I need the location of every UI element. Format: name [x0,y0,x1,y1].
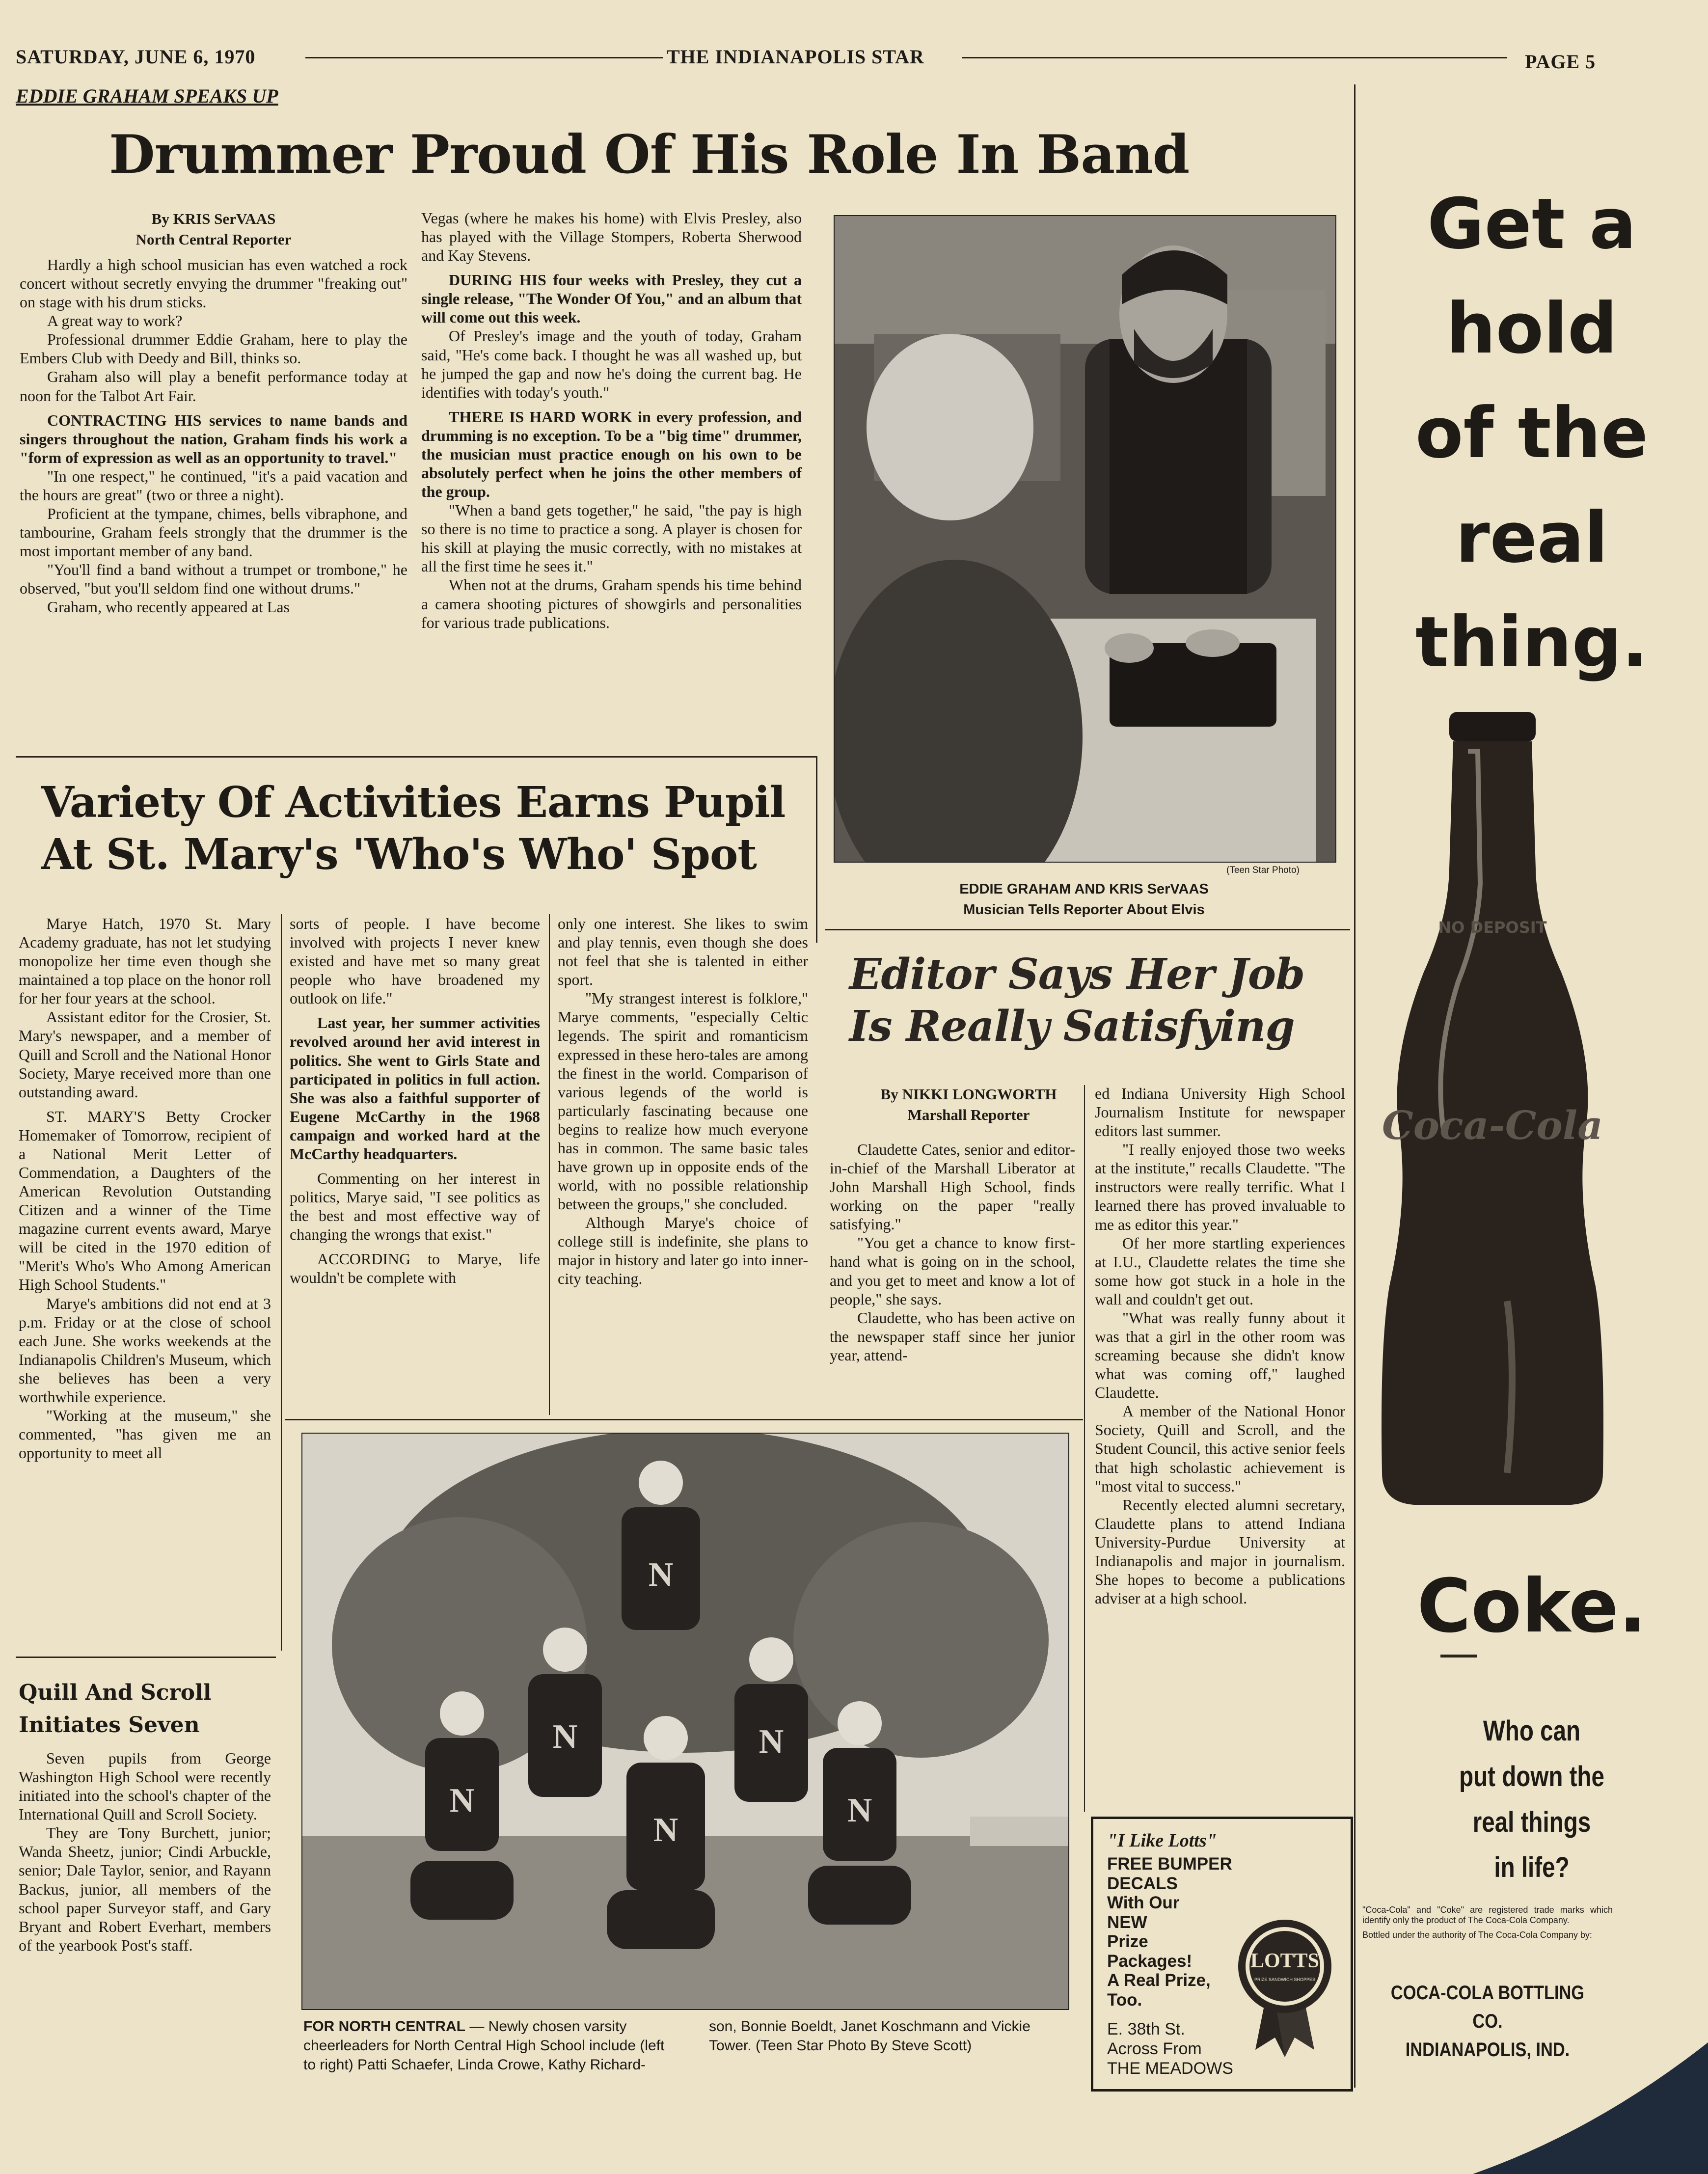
variety-column-2 [290,914,540,1287]
paragraph: Graham also will play a benefit performance today at noon for the Talbot Art Fair. [20,368,407,405]
byline-org: North Central Reporter [136,230,292,248]
photo-illustration [302,1434,1068,2009]
seal-subtitle: PRIZE SANDWICH SHOPPES [1254,1977,1316,1982]
coke-fine-print [1362,1905,1613,1940]
cheerleaders-caption-part-2: son, Bonnie Boeldt, Janet Koschmann and Vickie Tower. (Teen Star Photo By Steve Scott) [709,2018,1030,2054]
paragraph: CONTRACTING HIS services to name bands and singers throughout the nation, Graham finds his work a "form of expression as well as an opportunity to travel." [20,411,407,466]
paragraph: Although Marye's choice of college still is indefinite, she plans to major in history and later go into inner-city teaching. [558,1214,808,1288]
lotts-title: "I Like Lotts" [1107,1830,1217,1851]
paragraph: "Working at the museum," she commented, "has given me an opportunity to meet all [19,1407,271,1462]
torn-corner [1399,2042,1708,2174]
paragraph: "My strangest interest is folklore," Marye comments, "especially Celtic legends. The spirit and romanticism expressed in these hero-tales are among the finest in the world. Comparison of various legends of the world is particularly fascinating because one begins to realize how much everyone has in common. The same basic tales have grown up in opposite ends of the world, with no possible relationship between the groups," she concluded. [558,989,808,1213]
address-line: Across From [1107,2039,1202,2059]
offer-line: A Real Prize, [1107,1971,1211,1990]
paragraph: only one interest. She likes to swim and play tennis, even though she does not feel that she is talented in either sport. [558,915,808,989]
lotts-ad [1091,1817,1353,2092]
coke-tagline [1391,1709,1673,1891]
tagline-line: put down the [1459,1760,1604,1793]
page-number: PAGE 5 [1525,51,1596,73]
quill-column [19,1749,271,1955]
sweater-letter: N [653,1811,678,1849]
drummer-photo-caption [834,879,1334,920]
paragraph: Of her more startling experiences at I.U., Claudette relates the time she some how got stuck in a hole in the wall and couldn't get out. [1095,1234,1345,1308]
variety-column-1 [19,914,271,1462]
paragraph: "You get a chance to know first-hand what is going on in the school, and you get to meet and know a lot of people," she says. [830,1234,1075,1308]
newspaper-name: THE INDIANAPOLIS STAR [667,46,924,68]
offer-line: With Our [1107,1893,1180,1913]
coke-bottle-illustration [1360,707,1625,1517]
paragraph: THERE IS HARD WORK in every profession, and drumming is no exception. To be a "big time" drummer, the musician must practice enough on his own to be absolutely perfect when he joins the other members of the group. [421,408,802,501]
drummer-column-2 [421,209,802,632]
offer-line: Packages! [1107,1951,1193,1971]
kicker: EDDIE GRAHAM SPEAKS UP [16,85,278,107]
bottle-script: Coca-Cola [1382,1102,1603,1148]
paragraph: Seven pupils from George Washington High School were recently initiated into the school's chapter of the International Quill and Scroll Society. [19,1749,271,1823]
lotts-address [1107,2019,1233,2078]
issue-date: SATURDAY, JUNE 6, 1970 [16,46,256,68]
column-rule [549,914,550,1415]
seal-name: LOTTS [1250,1950,1320,1972]
paragraph: Recently elected alumni secretary, Claudette plans to attend Indiana University-Purdue University at Indianapolis and major in journalism. She hopes to become a publications adviser at a high school. [1095,1495,1345,1607]
headline-line: Editor Says Her Job [849,950,1305,999]
paragraph: Claudette, who has been active on the newspaper staff since her junior year, attend- [830,1308,1075,1364]
paragraph: "In one respect," he continued, "it's a paid vacation and the hours are great" (two or three a night). [20,467,407,504]
quill-headline [19,1677,212,1741]
headline-line: Initiates Seven [19,1712,200,1738]
offer-line: Prize [1107,1932,1148,1952]
paragraph: "You'll find a band without a trumpet or trombone," he observed, "but you'll seldom find one without drums." [20,561,407,598]
byline-author: By NIKKI LONGWORTH [880,1086,1057,1103]
eddie-graham-photo [834,215,1336,863]
paragraph: sorts of people. I have become involved with projects I never knew existed and have met so many great people who have broadened my outlook on life." [290,915,540,1007]
paragraph: A member of the National Honor Society, Quill and Scroll, and the Student Council, this active senior feels that high scholastic achievement is "most vital to success." [1095,1402,1345,1495]
paragraph: When not at the drums, Graham spends his time behind a camera shooting pictures of showgirls and personalities for various trade publications. [421,576,802,631]
paragraph: Hardly a high school musician has even watched a rock concert without secretly envying the drummer "freaking out" on stage with his drum sticks. [20,256,407,311]
offer-line: DECALS [1107,1874,1178,1893]
bottler-city: INDIANAPOLIS, IND. [1405,2039,1570,2061]
paragraph: Graham, who recently appeared at Las [47,598,290,616]
cheerleaders-photo [301,1433,1069,2010]
caption-subtitle: Musician Tells Reporter About Elvis [963,902,1205,918]
headline-line: Variety Of Activities Earns Pupil [41,778,786,827]
paragraph: Assistant editor for the Crosier, St. Mary's newspaper, and a member of Quill and Scroll and the National Honor Society, Marye received more than one outstanding award. [19,1008,271,1101]
editor-headline [849,949,1350,1053]
headline-line: Quill And Scroll [19,1680,212,1705]
headline-line: hold [1446,288,1618,369]
offer-line: NEW [1107,1912,1147,1932]
section-rule [16,1657,276,1658]
paragraph: "When a band gets together," he said, "the pay is high so there is no time to practice a song. A player is chosen for his skill at playing the music correctly, with no mistakes at all the first time he sees it." [421,501,802,575]
paragraph: A great way to work? [47,312,183,330]
headline-line: Get a [1427,184,1636,265]
byline-author: By KRIS SerVAAS [151,210,276,227]
tagline-line: Who can [1483,1715,1581,1747]
coke-brand: Coke. [1417,1564,1647,1649]
section-rule [16,756,816,758]
coke-headline [1360,172,1704,695]
paragraph: DURING HIS four weeks with Presley, they cut a single release, "The Wonder Of You," and an album that will come out this week. [421,271,802,326]
sweater-letter: N [552,1718,578,1756]
paragraph: Marye's ambitions did not end at 3 p.m. Friday or at the close of school each June. She works weekends at the Indianapolis Children's Museum, which she believes has been a very worthwhile experience. [19,1294,271,1406]
bottle-emboss: NO DEPOSIT [1438,918,1547,937]
section-rule [825,929,1350,930]
tagline-line: in life? [1494,1851,1570,1884]
address-line: THE MEADOWS [1107,2059,1233,2078]
headline-line: of the [1415,393,1649,474]
paragraph: Professional drummer Eddie Graham, here to play the Embers Club with Deedy and Bill, thinks so. [20,330,407,367]
sweater-letter: N [759,1723,784,1761]
headline-line: At St. Mary's 'Who's Who' Spot [41,829,757,879]
fine-print-line: "Coca-Cola" and "Coke" are registered trade marks which identify only the product of The Coca-Cola Company. [1362,1905,1613,1925]
paragraph: "I really enjoyed those two weeks at the institute," recalls Claudette. "The instructors were really terrific. What I learned there has proved invaluable to me as editor this year." [1095,1141,1345,1233]
paragraph: Proficient at the tympane, chimes, bells vibraphone, and tambourine, Graham feels strongly that the drummer is the most important member of any band. [20,505,407,560]
lotts-offer [1107,1854,1232,2010]
paragraph: Of Presley's image and the youth of today, Graham said, "He's come back. I thought he was all washed up, but he jumped the gap and now he's doing the current bag. He identifies with today's youth." [421,327,802,401]
drummer-column-1 [20,255,407,616]
paragraph: Marye Hatch, 1970 St. Mary Academy graduate, has not let studying monopolize her time even though she maintained a top place on the honor roll for her four years at the school. [19,915,271,1007]
drummer-headline: Drummer Proud Of His Role In Band [109,124,1190,186]
section-rule [285,1419,1083,1420]
editor-column-1 [830,1140,1075,1364]
paragraph: ACCORDING to Marye, life wouldn't be complete with [290,1250,540,1287]
photo-credit: (Teen Star Photo) [1226,865,1300,875]
sweater-letter: N [449,1782,475,1820]
column-rule [1084,1085,1085,1812]
tagline-line: real things [1472,1806,1591,1838]
editor-column-2 [1095,1084,1345,1607]
paragraph: "What was really funny about it was that a girl in the other room was screaming because she didn't know what was coming off," laughed Claudette. [1095,1308,1345,1402]
header-rule-right [962,57,1507,58]
column-rule [281,914,282,1651]
paragraph: Claudette Cates, senior and editor-in-chief of the Marshall Liberator at John Marshall High School, finds working on the paper "really satisfying." [830,1141,1075,1233]
paragraph: Last year, her summer activities revolved around her avid interest in politics. She went to Girls State and participated in politics in full action. She was also a faithful supporter of Eugene McCarthy in the 1968 campaign and worked hard at the McCarthy headquarters. [290,1014,540,1163]
paragraph: ed Indiana University High School Journalism Institute for newspaper editors last summer. [1095,1085,1345,1140]
address-line: E. 38th St. [1107,2020,1185,2038]
drummer-byline [20,209,407,250]
variety-headline [41,777,827,881]
brand-underline [1440,1655,1477,1658]
headline-line: Is Really Satisfying [849,1001,1295,1051]
headline-line: thing. [1415,602,1649,683]
caption-title: EDDIE GRAHAM AND KRIS SerVAAS [959,881,1209,897]
variety-column-3 [558,914,808,1288]
byline-org: Marshall Reporter [907,1106,1030,1123]
header-rule-left [305,57,663,58]
paragraph: They are Tony Burchett, junior; Wanda Sheetz, junior; Cindi Arbuckle, senior; Dale Taylor, senior, and Rayann Backus, junior, all members of the school paper Surveyor staff, and Gary Bryant and Robert Everhart, members of the yearbook Post's staff. [19,1824,271,1954]
lotts-seal-icon [1236,1917,1334,2060]
caption-text: — Newly chosen varsity cheerleaders for North Central High School include (left to right) Patti Schaefer, Linda Crowe, Kathy Richard- [303,2018,665,2073]
cheerleaders-caption-part-1 [303,2017,667,2074]
fine-print-line: Bottled under the authority of The Coca-Cola Company by: [1362,1930,1592,1940]
sweater-letter: N [648,1556,674,1594]
headline-line: real [1455,497,1608,578]
offer-line: Too. [1107,1990,1142,2010]
sweater-letter: N [847,1792,872,1829]
caption-lead: FOR NORTH CENTRAL [303,2018,465,2035]
bottler-name: COCA-COLA BOTTLING CO. [1390,1982,1585,2032]
photo-illustration [835,216,1335,862]
paragraph: ST. MARY'S Betty Crocker Homemaker of Tomorrow, recipient of a National Merit Letter of Commendation, a Daughters of the American Revolution Outstanding Citizen and a winner of the Time magazine current events award, Marye will be cited in the 1970 edition of "Merit's Who's Who Among American High School Students." [19,1107,271,1294]
editor-byline [843,1084,1094,1125]
ad-column-divider [1354,84,1356,2088]
paragraph: Vegas (where he makes his home) with Elvis Presley, also has played with the Village Stompers, Roberta Sherwood and Kay Stevens. [421,209,802,265]
offer-line: FREE BUMPER [1107,1854,1232,1874]
paragraph: Commenting on her interest in politics, Marye said, "I see politics as the best and most effective way of changing the wrongs that exist." [290,1169,540,1244]
